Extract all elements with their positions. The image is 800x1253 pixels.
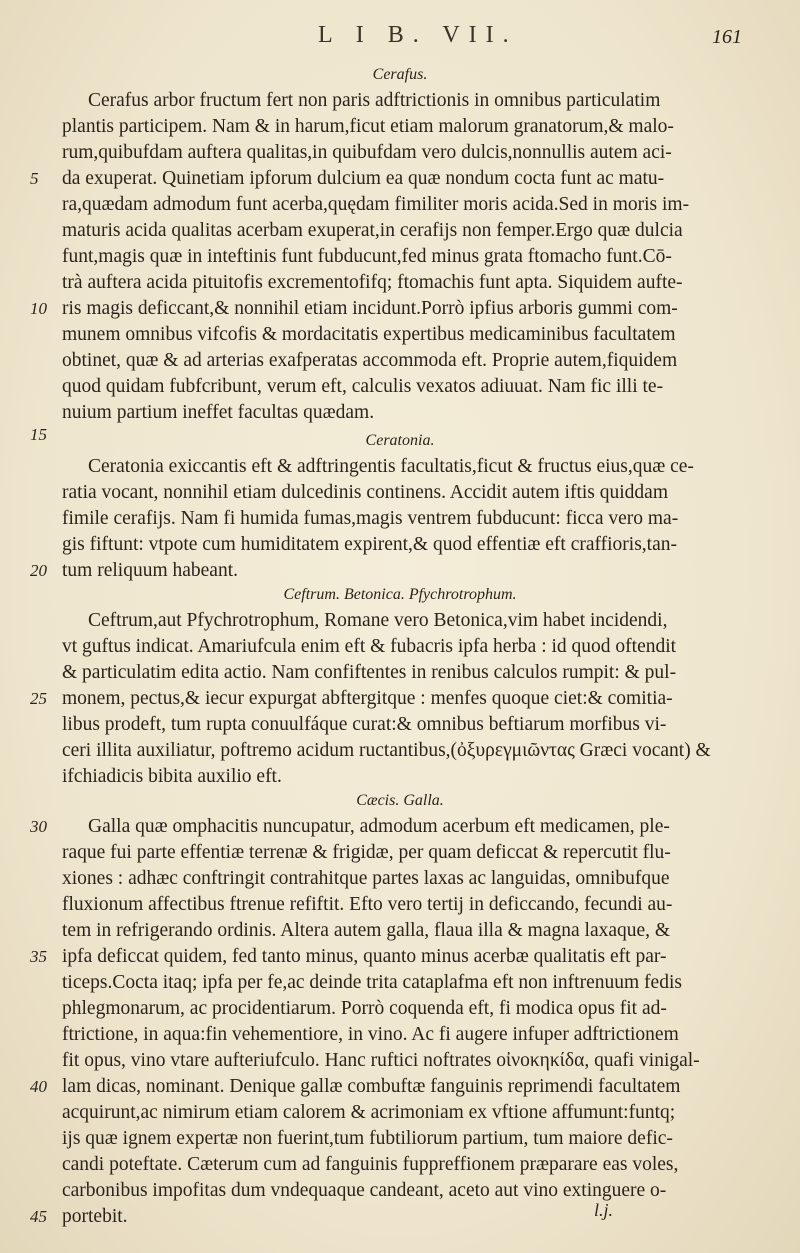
text-line: ratia vocant, nonnihil etiam dulcedinis continens. Accidit autem iftis quiddam bbox=[62, 482, 668, 503]
text-line: ra,quædam admodum funt acerba,quędam fimiliter moris acida.Sed in moris im- bbox=[62, 194, 690, 215]
text-line: lam dicas, nominant. Denique gallæ combuftæ fanguinis reprimendi facultatem bbox=[62, 1076, 681, 1097]
page-number: 161 bbox=[712, 26, 742, 48]
margin-line-number: 40 bbox=[30, 1077, 47, 1096]
text-line: Cerafus arbor fructum fert non paris adftrictionis in omnibus particulatim bbox=[88, 90, 661, 111]
text-line: Ceftrum,aut Pfychrotrophum, Romane vero Betonica,vim habet incidendi, bbox=[88, 610, 668, 631]
text-line: monem, pectus,& iecur expurgat abftergitque : menfes quoque ciet:& comitia- bbox=[62, 688, 673, 709]
text-line: Galla quæ omphacitis nuncupatur, admodum acerbum eft medicamen, ple- bbox=[88, 816, 670, 837]
margin-line-number: 5 bbox=[30, 169, 39, 188]
section-heading: Ceftrum. Betonica. Pfychrotrophum. bbox=[283, 586, 517, 603]
text-line: phlegmonarum, ac procidentiarum. Porrò coquenda eft, fi modica opus fit ad- bbox=[62, 998, 667, 1019]
text-line: Ceratonia exiccantis eft & adftringentis facultatis,ficut & fructus eius,quæ ce- bbox=[88, 456, 694, 477]
text-line: tem in refrigerando ordinis. Altera autem galla, flaua illa & magna laxaque, & bbox=[62, 920, 671, 941]
margin-line-number: 25 bbox=[30, 689, 47, 708]
text-line: gis fiftunt: vtpote cum humiditatem expirent,& quod effentiæ eft craffioris,tan- bbox=[62, 534, 678, 555]
text-line: ifchiadicis bibita auxilio eft. bbox=[62, 766, 282, 787]
book-title: L I B. VII. bbox=[318, 22, 518, 48]
margin-line-number: 45 bbox=[30, 1207, 47, 1226]
text-line: fluxionum affectibus ftrenue refiftit. Efto vero tertij in deficcando, fecundi au- bbox=[62, 894, 673, 915]
text-line: carbonibus impofitas dum vndequaque candeant, aceto aut vino extinguere o- bbox=[62, 1180, 667, 1201]
text-line: candi poteftate. Cæterum cum ad fanguinis fuppreffionem præparare eas voles, bbox=[62, 1154, 679, 1175]
text-line: obtinet, quæ & ad arterias exafperatas accommoda eft. Proprie autem,fiquidem bbox=[62, 350, 678, 371]
text-line: ipfa deficcat quidem, fed tanto minus, quanto minus acerbæ qualitatis eft par- bbox=[62, 946, 667, 967]
text-line: xiones : adhæc conftringit contrahitque partes laxas ac languidas, omnibufque bbox=[62, 868, 670, 889]
section-heading: Cæcis. Galla. bbox=[356, 792, 444, 809]
text-line: ftrictione, in aqua:fin vehementiore, in vino. Ac fi augere infuper adftrictionem bbox=[62, 1024, 679, 1045]
text-line: vt guftus indicat. Amariufcula enim eft & fubacris ipfa herba : id quod oftendit bbox=[62, 636, 677, 657]
text-line: nuium partium ineffet facultas quædam. bbox=[62, 402, 375, 423]
text-line: acquirunt,ac nimirum etiam calorem & acrimoniam ex vftione affumunt:funtq; bbox=[62, 1102, 676, 1123]
text-line: ceri illita auxiliatur, poftremo acidum ructantibus,(ὀξυρεγμιῶντας Græci vocant) & bbox=[62, 740, 711, 761]
text-line: ijs quæ ignem expertæ non fuerint,tum fubtiliorum partium, tum maiore defic- bbox=[62, 1128, 673, 1149]
text-line: & particulatim edita actio. Nam confiftentes in renibus calculos rumpit: & pul- bbox=[62, 662, 677, 683]
signature-mark: l.j. bbox=[594, 1200, 614, 1220]
text-line: maturis acida qualitas acerbam exuperat,in cerafijs non femper.Ergo quæ dulcia bbox=[62, 220, 683, 241]
margin-line-number: 20 bbox=[30, 561, 47, 580]
text-line: quod quidam fubfcribunt, verum eft, calculis vexatos adiuuat. Nam fic illi te- bbox=[62, 376, 664, 397]
text-line: ticeps.Cocta itaq; ipfa per fe,ac deinde trita cataplafma eft non inftrenuum fedis bbox=[62, 972, 682, 993]
text-line: fit opus, vino vtare aufteriufculo. Hanc ruftici noftrates οἰνοκηκίδα, quafi vinigal- bbox=[62, 1050, 700, 1071]
text-line: libus prodeft, tum rupta conuulfáque curat:& omnibus beftiarum morfibus vi- bbox=[62, 714, 667, 735]
section-heading: Ceratonia. bbox=[365, 432, 435, 449]
margin-line-number: 35 bbox=[30, 947, 47, 966]
text-line: tum reliquum habeant. bbox=[62, 560, 238, 581]
text-line: rum,quibufdam auftera qualitas,in quibufdam vero dulcis,nonnullis autem aci- bbox=[62, 142, 672, 163]
text-line: fimile cerafijs. Nam fi humida fumas,magis ventrem fubducunt: ficca vero ma- bbox=[62, 508, 679, 529]
margin-line-number: 15 bbox=[30, 425, 47, 444]
margin-line-number: 30 bbox=[30, 817, 47, 836]
section-heading: Cerafus. bbox=[372, 66, 428, 83]
text-line: da exuperat. Quinetiam ipforum dulcium ea quæ nondum cocta funt ac matu- bbox=[62, 168, 665, 189]
text-line: raque fui parte effentiæ terrenæ & frigidæ, per quam deficcat & repercutit flu- bbox=[62, 842, 671, 863]
margin-line-number: 10 bbox=[30, 299, 47, 318]
running-head bbox=[0, 20, 800, 50]
text-line: munem omnibus vifcofis & mordacitatis expertibus medicaminibus facultatem bbox=[62, 324, 676, 345]
text-line: portebit. bbox=[62, 1206, 128, 1227]
text-line: ris magis deficcant,& nonnihil etiam incidunt.Porrò ipfius arboris gummi com- bbox=[62, 298, 678, 319]
text-line: plantis participem. Nam & in harum,ficut etiam malorum granatorum,& malo- bbox=[62, 116, 674, 137]
text-line: funt,magis quæ in inteftinis funt fubducunt,fed minus grata ftomacho funt.Cō- bbox=[62, 246, 672, 267]
text-line: trà auftera acida pituitofis excrementofifq; ftomachis funt apta. Siquidem aufte- bbox=[62, 272, 683, 293]
